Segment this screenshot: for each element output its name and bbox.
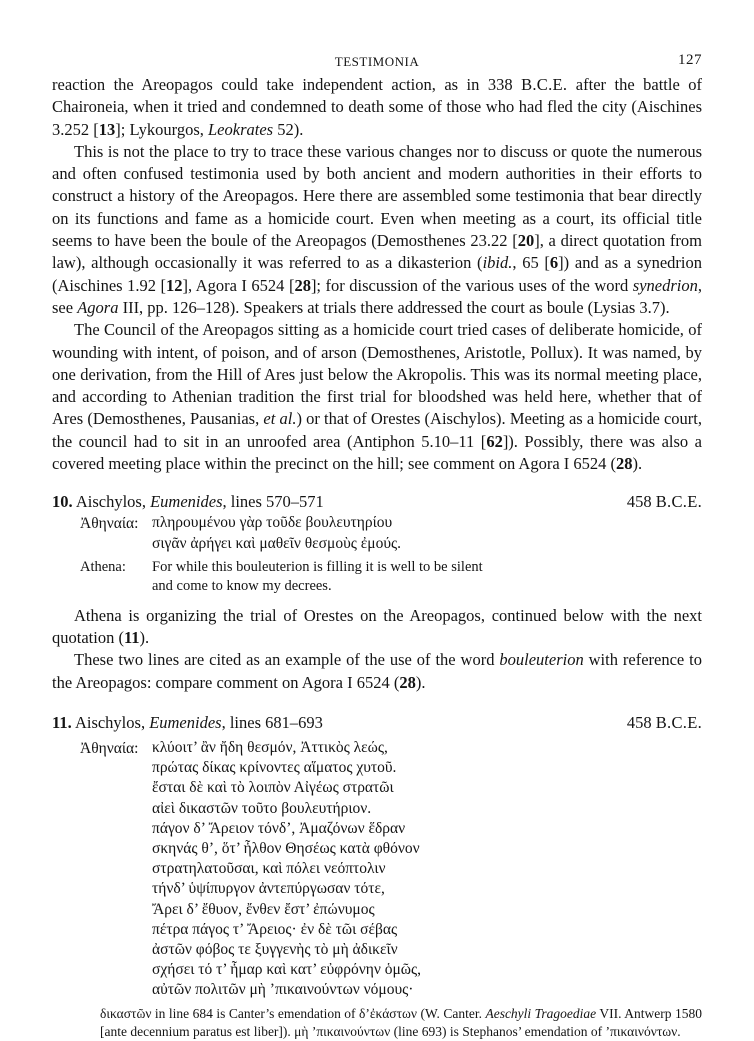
entry-number: 10. bbox=[52, 492, 73, 512]
speaker-english: Athena: bbox=[80, 558, 126, 575]
entry-10-comment-2: These two lines are cited as an example of the use of the word bouleuterion with reference to the Areopagos: compare comment on Agora I 6524 (28). bbox=[52, 650, 702, 692]
entry-date: 458 B.C.E. bbox=[626, 712, 702, 732]
page bbox=[52, 52, 702, 1041]
entry-10-quotation bbox=[80, 513, 702, 596]
intro-paragraph-2: This is not the place to try to trace these various changes nor to discuss or quote the numerous and often confused testimonia used by both ancient and modern authorities in their efforts to construct a history of the Areopagos. Here there are assembled some testimonia that bear directly on its functions and fame as a homicide court. Even when meeting as a court, its official title seems to have been the boule of the Areopagos (Demosthenes 23.22 [20], a direct quotation from law), although occasionally it was referred to as a dikasterion (ibid., 65 [6]) and as a synedrion (Aischines 1.92 [12], Agora I 6524 [28]; for discussion of the various uses of the word synedrion, see Agora III, pp. 126–128). Speakers at trials there addressed the court as boule (Lysias 3.7). bbox=[52, 141, 702, 317]
greek-line: αὐτῶν πολιτῶν μὴ ’πικαινούντων νόμους· bbox=[152, 981, 414, 999]
greek-line: Ἄρει δ’ ἔθυον, ἔνθεν ἔστ’ ἐπώνυμος bbox=[152, 900, 375, 918]
entry-11-heading: 11. Aischylos, Eumenides, lines 681–693 458 B.C.E. bbox=[52, 712, 702, 732]
greek-line: πληρουμένου γὰρ τοῦδε βουλευτηρίου bbox=[152, 514, 393, 532]
greek-line: σχήσει τό τ’ ἦμαρ καὶ κατ’ εὐφρόνην ὁμῶς, bbox=[152, 961, 422, 979]
greek-line: πάγον δ’ Ἄρειον τόνδ’, Ἀμαζόνων ἕδραν bbox=[152, 819, 406, 837]
translation-line: For while this bouleuterion is filling it is well to be silent bbox=[152, 558, 483, 575]
english-translation bbox=[80, 558, 702, 597]
entry-11-quotation bbox=[80, 738, 702, 1001]
greek-line: σιγᾶν ἀρήγει καὶ μαθεῖν θεσμοὺς ἐμούς. bbox=[152, 534, 402, 552]
greek-line: ἀστῶν φόβος τε ξυγγενὴς τὸ μὴ ἀδικεῖν bbox=[152, 940, 398, 958]
greek-line: κλύοιτ’ ἂν ἤδη θεσμόν, Ἀττικὸς λεώς, bbox=[152, 738, 388, 756]
greek-line: πέτρα πάγος τ’ Ἄρειος· ἐν δὲ τῶι σέβας bbox=[152, 920, 398, 938]
greek-line: τήνδ’ ὑψίπυργον ἀντεπύργωσαν τότε, bbox=[152, 880, 385, 898]
greek-line: στρατηλατοῦσαι, καὶ πόλει νεόπτολιν bbox=[152, 860, 386, 878]
entry-number: 11. bbox=[52, 712, 72, 732]
translation-line: and come to know my decrees. bbox=[152, 578, 332, 595]
entry-10-heading: 10. Aischylos, Eumenides, lines 570–571 458 B.C.E. bbox=[52, 492, 702, 512]
running-header bbox=[52, 52, 702, 74]
page-number: 127 bbox=[678, 52, 702, 68]
intro-paragraph-1: reaction the Areopagos could take independent action, as in 338 B.C.E. after the battle of Chaironeia, when it tried and condemned to death some of those who had fled the city (Aischines 3.252 [13]; Lykourgos, Leokrates 52). bbox=[52, 75, 702, 139]
intro-paragraph-3: The Council of the Areopagos sitting as a homicide court tried cases of deliberate homicide, of wounding with intent, of poison, and of arson (Demosthenes, Aristotle, Pollux). It was named, by one derivation, from the Hill of Ares just below the Akropolis. This was its normal meeting place, and according to Athenian tradition the first trial for bloodshed was held here, whether that of Ares (Demosthenes, Pausanias, et al.) or that of Orestes (Aischylos). Meeting as a homicide court, the council had to sit in an unroofed area (Antiphon 5.10–11 [62]). Possibly, there was also a covered meeting place within the precinct on the hill; see comment on Agora I 6524 (28). bbox=[52, 320, 702, 474]
greek-line: πρώτας δίκας κρίνοντες αἵματος χυτοῦ. bbox=[152, 759, 397, 777]
textual-note: δικαστῶν in line 684 is Canter’s emendation of δ’ἐκάστων (W. Canter. Aeschyli Tragoediae VII. Antwerp 1580 [ante decennium paratus est liber]). μὴ ’πικαινούντων (line 693) is Stephanos’ emendation of ’πικαινόντων. bbox=[100, 1005, 702, 1039]
greek-text bbox=[80, 513, 702, 553]
running-title: TESTIMONIA bbox=[334, 54, 420, 69]
speaker-greek: Ἀθηναία: bbox=[80, 515, 139, 533]
speaker-greek: Ἀθηναία: bbox=[80, 739, 139, 757]
entry-10-comment-1: Athena is organizing the trial of Orestes on the Areopagos, continued below with the next quotation (11). bbox=[52, 605, 702, 648]
greek-line: ἔσται δὲ καὶ τὸ λοιπὸν Αἰγέως στρατῶι bbox=[152, 779, 394, 797]
greek-text bbox=[80, 738, 702, 1001]
greek-line: αἰεὶ δικαστῶν τοῦτο βουλευτήριον. bbox=[152, 799, 372, 817]
greek-line: σκηνάς θ’, ὅτ’ ἦλθον Θησέως κατὰ φθόνον bbox=[152, 839, 420, 857]
entry-date: 458 B.C.E. bbox=[626, 492, 702, 512]
